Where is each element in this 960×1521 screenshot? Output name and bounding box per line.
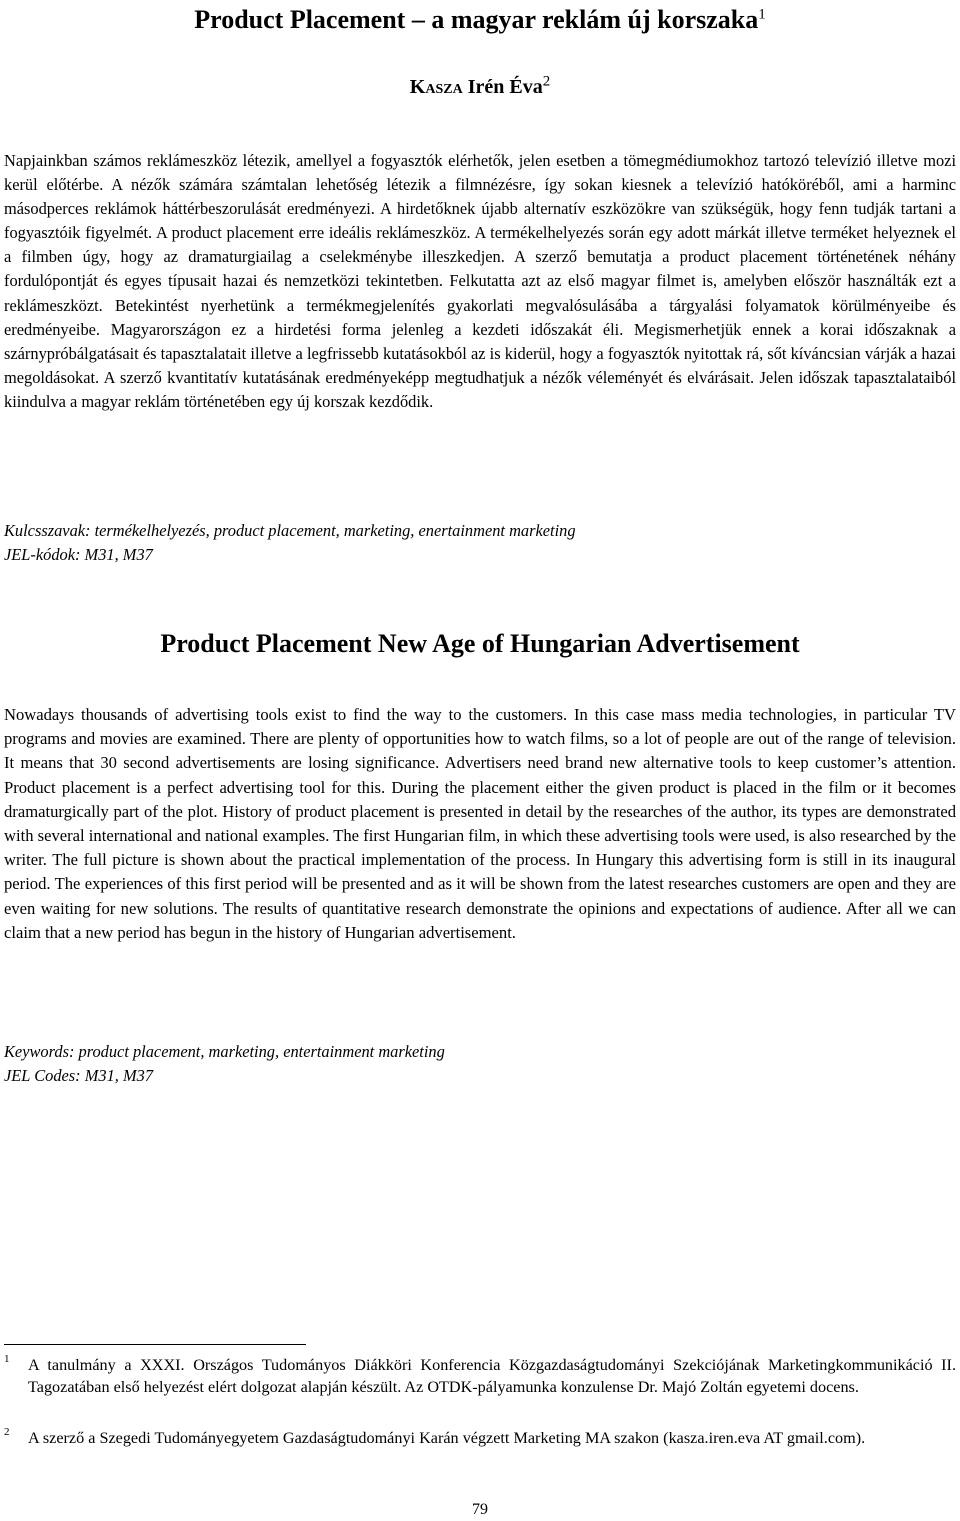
- keywords-english: Keywords: product placement, marketing, entertainment marketing JEL Codes: M31, M37: [4, 1042, 445, 1085]
- author-name: [0, 74, 960, 100]
- author-footnote-mark: 2: [542, 73, 551, 90]
- abstract-english: Nowadays thousands of advertising tools exist to find the way to the customers. In this case mass media technologies, in particular TV programs and movies are examined. There are plenty of opportunities how to watch films, so a lot of people are out of the range of television. It means that 30 second advertisements are losing significance. Advertisers need brand new alternative tools to keep customer’s attention. Product placement is a perfect advertising tool for this. During the placement either the given product is placed in the film or it becomes dramaturgically part of the plot. History of product placement is presented in detail by the researches of the author, its types are demonstrated with several international and national examples. The first Hungarian film, in which these advertising tools were used, is also researched by the writer. The full picture is shown about the practical implementation of the process. In Hungary this advertising form is still in its inaugural period. The experiences of this first period will be presented and as it will be shown from the latest researches customers are open and they are even waiting for new solutions. The results of quantitative research demonstrate the opinions and expectations of audience. After all we can claim that a new period has begun in the history of Hungarian advertisement.: [4, 705, 956, 942]
- paper-title: Product Placement – a magyar reklám új korszaka$^1$: [194, 5, 766, 34]
- keywords-hungarian: Kulcsszavak: termékelhelyezés, product placement, marketing, enertainment marketing JEL-kódok: M31, M37: [4, 521, 576, 564]
- footnote-separator: [4, 1344, 306, 1345]
- page-number: 79: [472, 1501, 488, 1518]
- footnote-1: [4, 1355, 956, 1398]
- author-given-name: Irén Éva: [467, 76, 543, 98]
- footnote-2-number: 2: [4, 1426, 10, 1438]
- footnote-2-text: A szerző a Szegedi Tudományegyetem Gazdaságtudományi Karán végzett Marketing MA szakon (kasza.iren.eva AT gmail.com).: [28, 1429, 866, 1447]
- title-footnote-mark: 1: [758, 6, 766, 23]
- abstract-hungarian: Napjainkban számos reklámeszköz létezik, amellyel a fogyasztók elérhetők, jelen esetben a tömegmédiumokhoz tartozó televízió illetve mozi kerül előtérbe. A nézők számára számtalan lehetőség létezik a filmnézésre, így sokan kiesnek a televízió hatóköréből, ami a harminc másodperces reklámok háttérbeszorulását eredményezi. A hirdetőknek újabb alternatív eszközökre van szükségük, hogy fenn tudják tartani a fogyasztóik figyelmét. A product placement erre ideális reklámeszköz. A termékelhelyezés során egy adott márkát illetve terméket helyeznek el a filmben úgy, hogy az dramaturgiailag a cselekménybe illeszkedjen. A szerző bemutatja a product placement történetének néhány fordulópontját és egyes típusait hazai és nemzetközi tekintetben. Felkutatta azt az első magyar filmet is, amelyben először használták ezt a reklámeszközt. Betekintést nyerhetünk a termékmegjelenítés gyakorlati megvalósulásába a tárgyalási folyamatok körülményeibe és eredményeibe. Magyarországon ez a hirdetési forma jelenleg a kezdeti időszakát éli. Megismerhetjük ennek a korai időszaknak a szárnypróbálgatásait és tapasztalatait illetve a legfrissebb kutatásokból az is kiderül, hogy a fogyasztók nyitottak rá, sőt kíváncsian várják a hazai megoldásokat. A szerző kvantitatív kutatásának eredményeképp megtudhatjuk a nézők véleményét és elvárásait. Jelen időszak tapasztalataiból kiindulva a magyar reklám történetében egy új korszak kezdődik.: [4, 151, 956, 411]
- english-title: Product Placement New Age of Hungarian Advertisement: [160, 629, 800, 658]
- footnote-2: [4, 1428, 956, 1450]
- footnote-1-text: A tanulmány a XXXI. Országos Tudományos Diákköri Konferencia Közgazdaságtudományi Szekciójának Marketingkommunikáció II. Tagozatában első helyezést elért dolgozat alapján készült. Az OTDK-pályamunka konzulense Dr. Majó Zoltán egyetemi docens.: [28, 1356, 956, 1396]
- author-surname: Kasza: [409, 76, 463, 98]
- jel-codes-english: JEL Codes: M31, M37: [4, 1066, 154, 1085]
- jel-codes-hungarian: JEL-kódok: M31, M37: [4, 545, 153, 564]
- footnote-1-number: 1: [4, 1353, 10, 1365]
